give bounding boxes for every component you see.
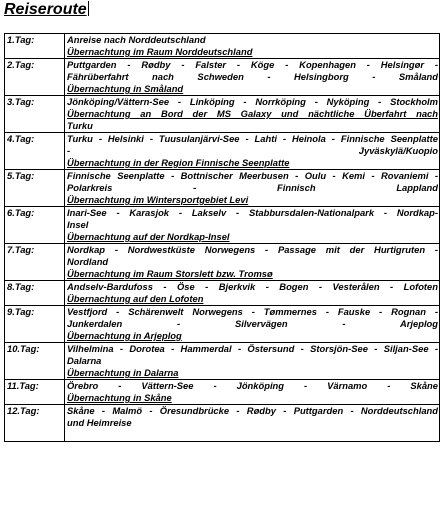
- route-line: Übernachtung an Bord der MS Galaxy und nächtliche Überfahrt nach: [67, 108, 438, 119]
- route-line: Vilhelmina - Dorotea - Hammerdal - Östersund - Storsjön-See - Siljan-See -: [67, 343, 438, 354]
- route-line: Polarkreis - Finnisch Lappland: [67, 182, 438, 193]
- itinerary-row: [5, 306, 440, 343]
- route-description[interactable]: [65, 133, 440, 170]
- day-label[interactable]: 10.Tag:: [5, 343, 65, 380]
- route-line: - Jyväskylä/Kuopio: [67, 145, 438, 156]
- route-line: Übernachtung in Arjeplog: [67, 330, 182, 341]
- document-title[interactable]: Reiseroute: [4, 1, 87, 18]
- route-line: Insel: [67, 219, 89, 230]
- route-description[interactable]: [65, 59, 440, 96]
- route-description[interactable]: [65, 207, 440, 244]
- day-label[interactable]: 12.Tag:: [5, 405, 65, 442]
- route-description[interactable]: [65, 34, 440, 59]
- empty-line: [67, 429, 438, 441]
- route-line: Turku: [67, 120, 93, 131]
- route-description[interactable]: [65, 96, 440, 133]
- route-description[interactable]: [65, 306, 440, 343]
- day-label[interactable]: 9.Tag:: [5, 306, 65, 343]
- route-line: Übernachtung im Raum Norddeutschland: [67, 46, 253, 57]
- route-line: Jönköping/Vättern-See - Linköping - Norrköping - Nyköping - Stockholm: [67, 96, 438, 107]
- day-label[interactable]: 2.Tag:: [5, 59, 65, 96]
- route-description[interactable]: [65, 170, 440, 207]
- day-label[interactable]: 11.Tag:: [5, 380, 65, 405]
- route-line: Turku - Helsinki - Tuusulanjärvi-See - Lahti - Heinola - Finnische Seenplatte: [67, 133, 438, 144]
- day-label[interactable]: 7.Tag:: [5, 244, 65, 281]
- route-line: Vestfjord - Schärenwelt Norwegens - Tømmernes - Fauske - Rognan -: [67, 306, 438, 317]
- day-label[interactable]: 3.Tag:: [5, 96, 65, 133]
- route-line: Inari-See - Karasjok - Lakselv - Stabbursdalen-Nationalpark - Nordkap-: [67, 207, 438, 218]
- route-description[interactable]: [65, 281, 440, 306]
- itinerary-row: [5, 96, 440, 133]
- day-label[interactable]: 5.Tag:: [5, 170, 65, 207]
- route-line: Nordkap - Nordwestküste Norwegens - Passage mit der Hurtigruten -: [67, 244, 438, 255]
- route-line: Übernachtung im Wintersportgebiet Levi: [67, 194, 249, 205]
- route-line: Übernachtung in Skåne: [67, 392, 172, 403]
- itinerary-row: [5, 281, 440, 306]
- day-label[interactable]: 6.Tag:: [5, 207, 65, 244]
- route-line: Nordland: [67, 256, 109, 267]
- itinerary-row: [5, 170, 440, 207]
- route-line: Junkerdalen - Silvervägen - Arjeplog: [67, 318, 438, 329]
- day-label[interactable]: 4.Tag:: [5, 133, 65, 170]
- route-line: Übernachtung im Raum Storslett bzw. Tromsø: [67, 268, 273, 279]
- day-label[interactable]: 8.Tag:: [5, 281, 65, 306]
- route-description[interactable]: [65, 244, 440, 281]
- itinerary-row: [5, 244, 440, 281]
- route-line: Dalarna: [67, 355, 102, 366]
- itinerary-row: [5, 405, 440, 442]
- route-line: Örebro - Vättern-See - Jönköping - Värnamo - Skåne: [67, 380, 438, 391]
- route-line: Anreise nach Norddeutschland: [67, 34, 206, 45]
- day-label[interactable]: 1.Tag:: [5, 34, 65, 59]
- itinerary-row: [5, 34, 440, 59]
- route-description[interactable]: [65, 380, 440, 405]
- route-line: Übernachtung in Dalarna: [67, 367, 179, 378]
- route-line: Übernachtung auf der Nordkap-Insel: [67, 231, 230, 242]
- route-line: Übernachtung in Småland: [67, 83, 184, 94]
- text-cursor: [88, 1, 89, 16]
- route-line: Fährüberfahrt nach Schweden - Helsingborg - Småland: [67, 71, 438, 82]
- itinerary-table: [4, 33, 440, 442]
- route-line: Puttgarden - Rødby - Falster - Köge - Kopenhagen - Helsingør -: [67, 59, 438, 70]
- route-description[interactable]: [65, 343, 440, 380]
- route-line: Übernachtung auf den Lofoten: [67, 293, 204, 304]
- route-line: und Heimreise: [67, 417, 132, 428]
- route-line: Andselv-Bardufoss - Öse - Bjerkvik - Bogen - Vesterålen - Lofoten: [67, 281, 438, 292]
- route-line: Skåne - Malmö - Öresundbrücke - Rødby - Puttgarden - Norddeutschland: [67, 405, 438, 416]
- itinerary-row: [5, 133, 440, 170]
- route-line: Finnische Seenplatte - Bottnischer Meerbusen - Oulu - Kemi - Rovaniemi -: [67, 170, 438, 181]
- route-line: Übernachtung in der Region Finnische Seenplatte: [67, 157, 290, 168]
- route-description[interactable]: [65, 405, 440, 442]
- itinerary-row: [5, 207, 440, 244]
- itinerary-row: [5, 343, 440, 380]
- itinerary-row: [5, 59, 440, 96]
- itinerary-row: [5, 380, 440, 405]
